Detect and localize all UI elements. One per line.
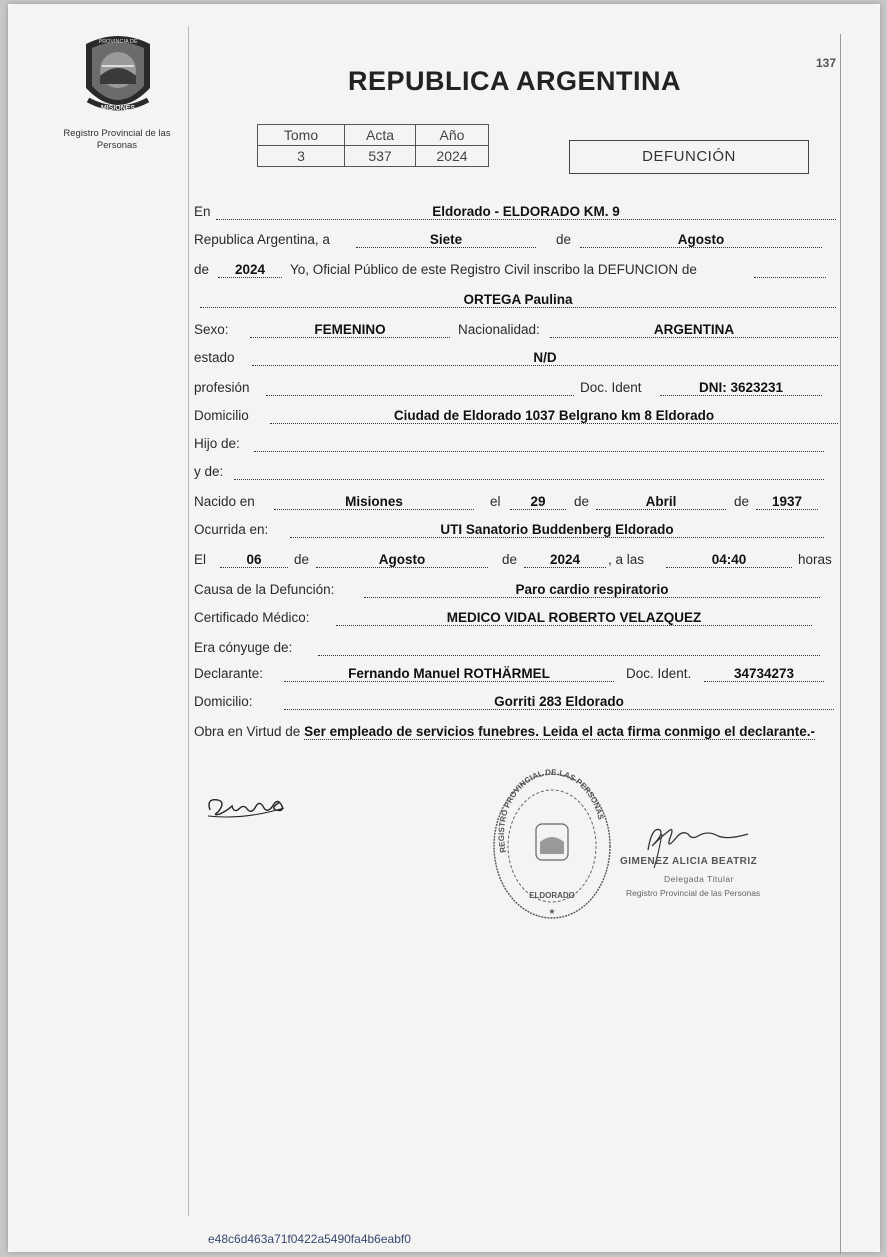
cause-row [194, 580, 839, 600]
civil-status-value: N/D [252, 348, 838, 366]
inscription-text: Yo, Oficial Público de este Registro Civil inscribo la DEFUNCION de [290, 262, 697, 277]
anio-value: 2024 [416, 146, 489, 167]
and-of-label: y de: [194, 464, 224, 479]
nationality-value: ARGENTINA [550, 320, 838, 338]
declarant-doc-value: 34734273 [704, 664, 824, 682]
civil-status-label: estado [194, 350, 235, 365]
declarant-signature [204, 788, 290, 822]
birth-row [194, 492, 839, 512]
spouse-row [194, 638, 839, 658]
sex-label: Sexo: [194, 322, 229, 337]
birth-month: Abril [596, 492, 726, 510]
death-month: Agosto [316, 550, 488, 568]
birth-de1-label: de [574, 494, 590, 509]
official-name: GIMENEZ ALICIA BEATRIZ [620, 856, 758, 867]
page-number: 137 [816, 56, 837, 70]
place-label: En [194, 204, 211, 219]
record-type-box: DEFUNCIÓN [569, 140, 809, 174]
place-row [194, 202, 839, 222]
birth-el-label: el [490, 494, 501, 509]
date-row [194, 230, 839, 250]
declarant-row [194, 664, 839, 684]
address-value: Ciudad de Eldorado 1037 Belgrano km 8 Eldorado [270, 406, 838, 424]
nationality-label: Nacionalidad: [458, 322, 540, 337]
year-row-blank [754, 260, 826, 278]
official-stamp-icon [486, 762, 618, 928]
death-hours-label: horas [798, 552, 832, 567]
acta-header: Acta [345, 125, 416, 146]
official-signature [618, 816, 808, 878]
child-of-value [254, 434, 824, 452]
child-of-row [194, 434, 839, 454]
place-value: Eldorado - ELDORADO KM. 9 [216, 202, 836, 220]
death-at-label: , a las [608, 552, 645, 567]
death-el-label: El [194, 552, 207, 567]
spouse-value [318, 638, 820, 656]
death-de1-label: de [294, 552, 310, 567]
page-edge-line [840, 34, 841, 1254]
civil-status-row [194, 348, 839, 368]
deceased-name: ORTEGA Paulina [200, 290, 836, 308]
year-value: 2024 [218, 260, 282, 278]
certificate-page [8, 4, 880, 1252]
page-title: REPUBLICA ARGENTINA [348, 66, 681, 96]
occurred-value: UTI Sanatorio Buddenberg Eldorado [290, 520, 824, 538]
declarant-address-value: Gorriti 283 Eldorado [284, 692, 834, 710]
year-row [194, 260, 839, 280]
document-hash: e48c6d463a71f0422a5490fa4b6eabf0 [208, 1232, 411, 1246]
certificate-label: Certificado Médico: [194, 610, 310, 625]
official-office: Registro Provincial de las Personas [626, 888, 761, 898]
declarant-label: Declarante: [194, 666, 264, 681]
cause-value: Paro cardio respiratorio [364, 580, 820, 598]
profession-row [194, 378, 839, 398]
obra-paragraph [194, 722, 834, 742]
declarant-value: Fernando Manuel ROTHÄRMEL [284, 664, 614, 682]
margin-line [188, 26, 189, 1216]
day-value: Siete [356, 230, 536, 248]
and-of-row [194, 462, 839, 482]
date-label: Republica Argentina, a [194, 232, 330, 247]
doc-ident-label: Doc. Ident [580, 380, 642, 395]
and-of-value [234, 462, 824, 480]
svg-text:REGISTRO PROVINCIAL DE LAS PER: REGISTRO PROVINCIAL DE LAS PERSONAS [496, 767, 606, 854]
tomo-value: 3 [258, 146, 345, 167]
year-de-label: de [194, 262, 210, 277]
deceased-row [194, 290, 839, 310]
death-de2-label: de [502, 552, 518, 567]
death-date-row [194, 550, 839, 570]
doc-ident-value: DNI: 3623231 [660, 378, 822, 396]
spouse-label: Era cónyuge de: [194, 640, 293, 655]
declarant-address-label: Domicilio: [194, 694, 253, 709]
official-role: Delegada Titular [664, 874, 734, 884]
birth-place: Misiones [274, 492, 474, 510]
occurred-row [194, 520, 839, 540]
sex-value: FEMENINO [250, 320, 450, 338]
declarant-address-row [194, 692, 839, 712]
death-time: 04:40 [666, 550, 792, 568]
svg-text:PROVINCIA DE: PROVINCIA DE [98, 39, 138, 45]
month-value: Agosto [580, 230, 822, 248]
date-de-label: de [556, 232, 572, 247]
death-day: 06 [220, 550, 288, 568]
address-row [194, 406, 839, 426]
birth-day: 29 [510, 492, 566, 510]
registry-name: Registro Provincial de las Personas [63, 128, 171, 151]
address-label: Domicilio [194, 408, 249, 423]
birth-year: 1937 [756, 492, 818, 510]
profession-value [266, 378, 574, 396]
sex-nationality-row [194, 320, 839, 340]
declarant-doc-label: Doc. Ident. [626, 666, 692, 681]
cause-label: Causa de la Defunción: [194, 582, 335, 597]
birth-de2-label: de [734, 494, 750, 509]
occurred-label: Ocurrida en: [194, 522, 269, 537]
svg-text:★: ★ [548, 907, 556, 916]
certificate-value: MEDICO VIDAL ROBERTO VELAZQUEZ [336, 608, 812, 626]
tomo-header: Tomo [258, 125, 345, 146]
child-of-label: Hijo de: [194, 436, 240, 451]
profession-label: profesión [194, 380, 250, 395]
reference-table [257, 124, 489, 167]
certificate-row [194, 608, 839, 628]
acta-value: 537 [345, 146, 416, 167]
death-year: 2024 [524, 550, 606, 568]
obra-value: Ser empleado de servicios funebres. Leida el acta firma conmigo el declarante.- [304, 724, 816, 739]
anio-header: Año [416, 125, 489, 146]
birth-label: Nacido en [194, 494, 255, 509]
svg-text:ELDORADO: ELDORADO [529, 891, 575, 900]
svg-text:MISIONES: MISIONES [100, 105, 136, 112]
misiones-crest-icon [78, 30, 158, 120]
obra-label: Obra en Virtud de [194, 724, 301, 739]
